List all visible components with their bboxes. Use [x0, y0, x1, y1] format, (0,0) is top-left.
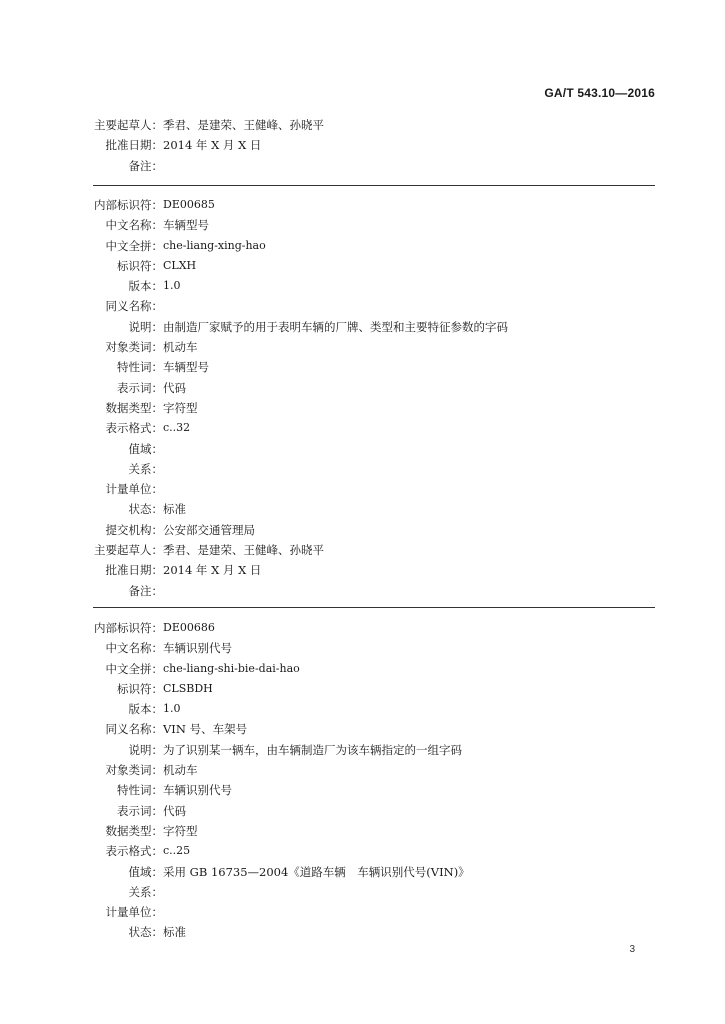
- field-label: 中文名称：: [105, 218, 163, 233]
- field-row: [0, 499, 725, 519]
- field-row: [0, 821, 725, 841]
- field-label: 特性词：: [117, 783, 163, 798]
- field-value: 由制造厂家赋予的用于表明车辆的厂牌、类型和主要特征参数的字码: [163, 319, 508, 334]
- field-row: [0, 459, 725, 479]
- field-value: che-liang-shi-bie-dai-hao: [163, 661, 300, 675]
- field-row: [0, 135, 725, 155]
- field-label: 中文全拼：: [105, 661, 163, 676]
- field-row: [0, 357, 725, 377]
- field-row: [0, 618, 725, 638]
- field-value: 代码: [163, 803, 186, 818]
- field-value: 标准: [163, 502, 186, 517]
- field-value: 季君、是建荣、王健峰、孙晓平: [163, 118, 324, 132]
- section-divider: [93, 607, 655, 608]
- field-value: CLSBDH: [163, 681, 213, 695]
- field-row: [0, 801, 725, 821]
- field-row: [0, 317, 725, 337]
- section-divider: [93, 185, 655, 186]
- field-label: 中文名称：: [105, 641, 163, 656]
- field-label: 数据类型：: [105, 400, 163, 415]
- field-value: 公安部交通管理局: [163, 522, 255, 537]
- field-row: [0, 540, 725, 560]
- field-row: [0, 520, 725, 540]
- data-element-entry-de00685: [0, 195, 725, 601]
- field-row: [0, 115, 725, 135]
- field-label: 状态：: [128, 925, 163, 940]
- field-value: che-liang-xing-hao: [163, 238, 266, 252]
- field-value: CLXH: [163, 258, 197, 272]
- field-row: [0, 418, 725, 438]
- field-row: [0, 659, 725, 679]
- field-row: [0, 439, 725, 459]
- field-label: 说明：: [128, 742, 163, 757]
- field-row: [0, 398, 725, 418]
- field-value: VIN 号、车架号: [163, 722, 248, 737]
- field-row: [0, 276, 725, 296]
- field-label: 对象类词：: [105, 340, 163, 355]
- field-label: 备注：: [128, 158, 163, 173]
- field-row: [0, 195, 725, 215]
- field-value: 1.0: [163, 279, 181, 293]
- field-value: 2014 年 X 月 X 日: [163, 563, 262, 578]
- field-value: 代码: [163, 380, 186, 395]
- field-label: 状态：: [128, 502, 163, 517]
- field-value: 2014 年 X 月 X 日: [163, 138, 262, 153]
- field-label: 中文全拼：: [105, 238, 163, 253]
- field-label: 标识符：: [117, 258, 163, 273]
- field-label: 关系：: [128, 884, 163, 899]
- field-label: 表示词：: [117, 380, 163, 395]
- field-row: [0, 236, 725, 256]
- field-label: 计量单位：: [105, 482, 163, 497]
- field-value: 车辆型号: [163, 360, 209, 375]
- field-value: 标准: [163, 925, 186, 940]
- field-value: c..32: [163, 421, 191, 435]
- field-label: 特性词：: [117, 360, 163, 375]
- field-value: 为了识别某一辆车，由车辆制造厂为该车辆指定的一组字码: [163, 742, 462, 757]
- field-value: 车辆型号: [163, 218, 209, 233]
- field-row: [0, 862, 725, 882]
- field-value: 采用 GB 16735—2004《道路车辆 车辆识别代号(VIN)》: [163, 864, 470, 879]
- field-row: [0, 760, 725, 780]
- field-label: 说明：: [128, 319, 163, 334]
- field-row: [0, 296, 725, 316]
- top-block: [0, 115, 725, 176]
- field-label: 主要起草人：: [94, 543, 163, 558]
- field-row: [0, 699, 725, 719]
- field-label: 数据类型：: [105, 823, 163, 838]
- field-label: 批准日期：: [105, 138, 163, 153]
- field-value: 字符型: [163, 823, 198, 838]
- field-row: [0, 902, 725, 922]
- field-label: 表示格式：: [105, 844, 163, 859]
- field-row: [0, 679, 725, 699]
- field-value: c..25: [163, 844, 191, 858]
- field-label: 表示格式：: [105, 421, 163, 436]
- field-row: [0, 337, 725, 357]
- field-value: 机动车: [163, 340, 198, 355]
- field-value: 机动车: [163, 763, 198, 778]
- field-value: 车辆识别代号: [163, 783, 232, 798]
- field-label: 内部标识符：: [94, 621, 163, 635]
- field-label: 主要起草人：: [94, 118, 163, 132]
- data-element-entry-de00686: [0, 618, 725, 943]
- field-row: [0, 882, 725, 902]
- field-row: [0, 638, 725, 658]
- field-row: [0, 156, 725, 176]
- field-label: 批准日期：: [105, 563, 163, 578]
- field-value: 1.0: [163, 702, 181, 716]
- field-value: 车辆识别代号: [163, 641, 232, 656]
- field-label: 表示词：: [117, 803, 163, 818]
- field-row: [0, 378, 725, 398]
- field-value: DE00686: [163, 621, 215, 634]
- field-label: 版本：: [128, 702, 163, 717]
- field-label: 版本：: [128, 279, 163, 294]
- field-label: 值域：: [128, 441, 163, 456]
- field-label: 标识符：: [117, 681, 163, 696]
- field-row: [0, 841, 725, 861]
- field-row: [0, 780, 725, 800]
- field-label: 关系：: [128, 461, 163, 476]
- field-label: 对象类词：: [105, 763, 163, 778]
- field-row: [0, 740, 725, 760]
- field-row: [0, 256, 725, 276]
- field-label: 内部标识符：: [94, 198, 163, 212]
- field-row: [0, 719, 725, 739]
- field-row: [0, 922, 725, 942]
- field-label: 提交机构：: [105, 522, 163, 537]
- field-row: [0, 479, 725, 499]
- field-row: [0, 581, 725, 601]
- page-number: 3: [629, 944, 635, 955]
- field-value: 季君、是建荣、王健峰、孙晓平: [163, 543, 324, 558]
- field-label: 同义名称：: [105, 299, 163, 314]
- field-label: 同义名称：: [105, 722, 163, 737]
- field-label: 计量单位：: [105, 905, 163, 920]
- field-value: DE00685: [163, 198, 215, 211]
- field-value: 字符型: [163, 400, 198, 415]
- field-label: 备注：: [128, 583, 163, 598]
- field-row: [0, 215, 725, 235]
- field-row: [0, 560, 725, 580]
- standard-code: GA/T 543.10—2016: [544, 86, 655, 100]
- field-label: 值域：: [128, 864, 163, 879]
